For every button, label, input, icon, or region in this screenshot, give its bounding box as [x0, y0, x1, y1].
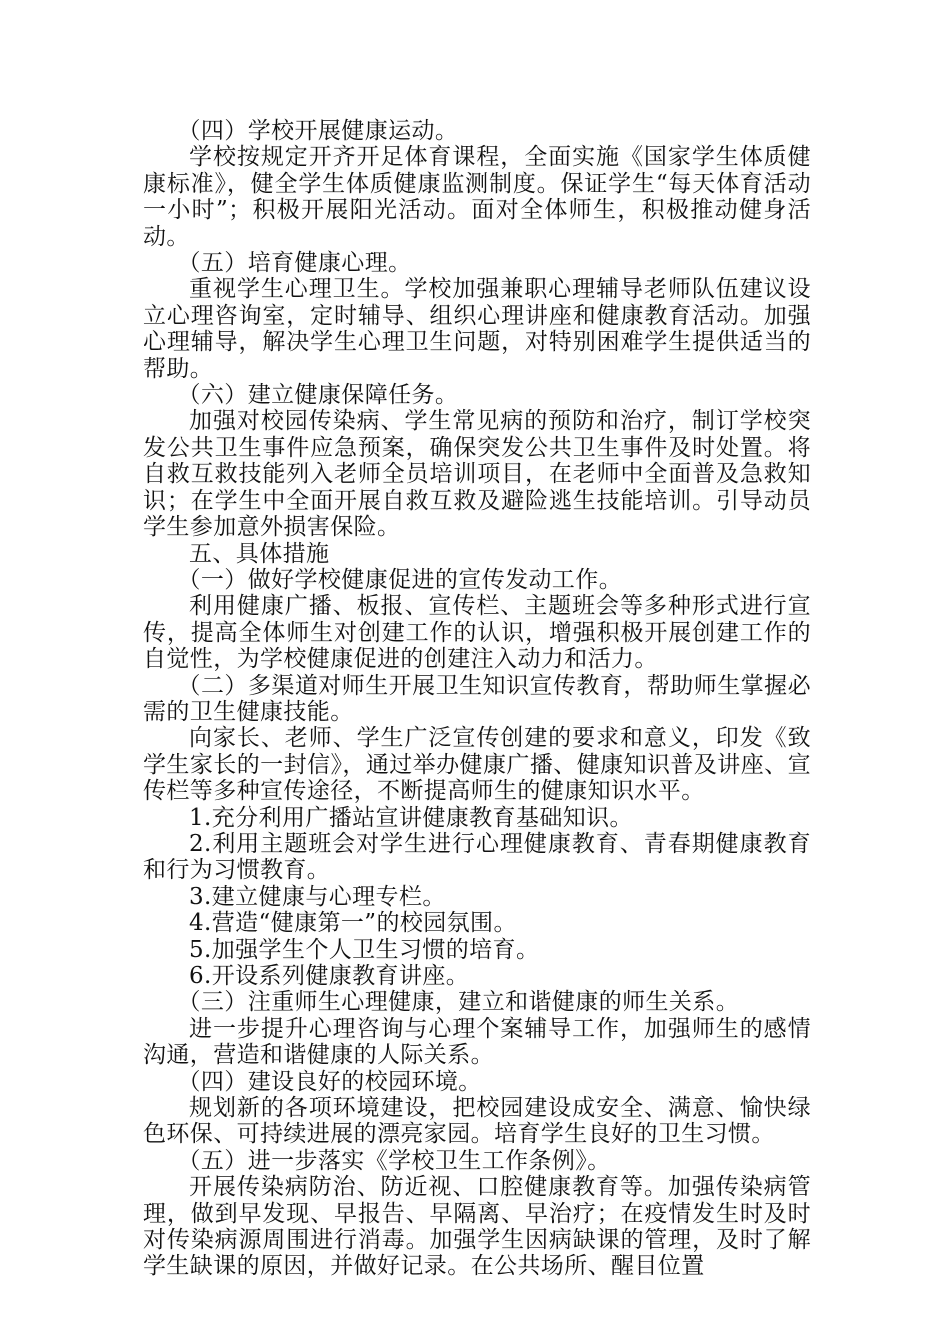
section-heading: （一）做好学校健康促进的宣传发动工作。: [177, 566, 623, 593]
body-paragraph: 进一步提升心理咨询与心理个案辅导工作，加强师生的感情沟通，营造和谐健康的人际关系。: [143, 1015, 811, 1069]
list-item: 4.营造“健康第一”的校园氛围。: [189, 910, 517, 937]
section-heading: （五）培育健康心理。: [177, 250, 412, 277]
section-heading: （六）建立健康保障任务。: [177, 382, 459, 409]
document-body: [143, 118, 811, 1280]
body-paragraph: 重视学生心理卫生。学校加强兼职心理辅导老师队伍建议设立心理咨询室，定时辅导、组织心理讲座和健康教育活动。加强心理辅导，解决学生心理卫生问题，对特别困难学生提供适当的帮助。: [143, 276, 811, 382]
section-heading: （五）进一步落实《学校卫生工作条例》。: [177, 1147, 611, 1174]
section-heading: （二）多渠道对师生开展卫生知识宣传教育，帮助师生掌握必需的卫生健康技能。: [143, 672, 811, 725]
list-item: 3.建立健康与心理专栏。: [189, 883, 446, 910]
body-paragraph: 加强对校园传染病、学生常见病的预防和治疗，制订学校突发公共卫生事件应急预案，确保突发公共卫生事件及时处置。将自救互救技能列入老师全员培训项目，在老师中全面普及急救知识；在学生中全面开展自救互救及避险逃生技能培训。引导动员学生参加意外损害保险。: [143, 408, 811, 541]
chapter-heading: 五、具体措施: [189, 540, 330, 567]
section-heading: （四）学校开展健康运动。: [177, 118, 459, 144]
body-paragraph: 学校按规定开齐开足体育课程，全面实施《国家学生体质健康标准》，健全学生体质健康监测制度。保证学生“每天体育活动一小时”；积极开展阳光活动。面对全体师生，积极推动健身活动。: [143, 144, 811, 250]
list-item: 1.充分利用广播站宣讲健康教育基础知识。: [189, 804, 633, 831]
body-paragraph: 利用健康广播、板报、宣传栏、主题班会等多种形式进行宣传，提高全体师生对创建工作的认识，增强积极开展创建工作的自觉性，为学校健康促进的创建注入动力和活力。: [143, 593, 811, 673]
list-item: 6.开设系列健康教育讲座。: [189, 963, 470, 989]
section-heading: （三）注重师生心理健康，建立和谐健康的师生关系。: [177, 989, 740, 1016]
section-heading: （四）建设良好的校园环境。: [177, 1068, 482, 1095]
body-paragraph: 向家长、老师、学生广泛宣传创建的要求和意义，印发《致学生家长的一封信》，通过举办健康广播、健康知识普及讲座、宣传栏等多种宣传途径，不断提高师生的健康知识水平。: [143, 725, 811, 805]
body-paragraph: 开展传染病防治、防近视、口腔健康教育等。加强传染病管理，做到早发现、早报告、早隔离、早治疗；在疫情发生时及时对传染病源周围进行消毒。加强学生因病缺课的管理，及时了解学生缺课的原因，并做好记录。在公共场所、醒目位置: [143, 1174, 811, 1280]
list-item: 2.利用主题班会对学生进行心理健康教育、青春期健康教育和行为习惯教育。: [143, 830, 811, 884]
body-paragraph: 规划新的各项环境建设，把校园建设成安全、满意、愉快绿色环保、可持续进展的漂亮家园。培育学生良好的卫生习惯。: [143, 1095, 811, 1148]
list-item: 5.加强学生个人卫生习惯的培育。: [189, 936, 540, 963]
